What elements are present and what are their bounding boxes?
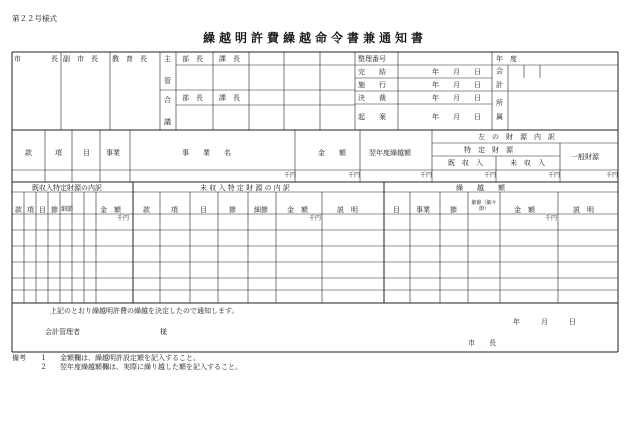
vice-mayor-label: 副 市 長 (63, 55, 98, 63)
note-1-text: 金額欄は、繰越明許設定額を記入すること。 (60, 354, 200, 362)
left-col-kingaku: 金 額 (100, 206, 121, 214)
right-col-moku: 目 (393, 206, 400, 214)
mid-unit: 千円 (309, 215, 322, 222)
right-col-setsu: 節 (450, 206, 457, 214)
zaigen-title: 左 の 財 源 内 訳 (478, 133, 555, 141)
col-kingaku: 金 額 (318, 149, 346, 157)
mid-col-ko: 項 (171, 206, 178, 214)
note-1-num: １ (40, 354, 47, 362)
unit-yokunendo: 千円 (420, 172, 433, 179)
right-col-kingaku: 金 額 (514, 206, 535, 214)
kurikoshi-label: 繰 越 額 (456, 184, 505, 192)
mayor-label: 市 (14, 55, 21, 63)
aigi-char-2: 議 (164, 118, 171, 126)
shukan-char-2: 管 (164, 77, 171, 85)
kacho-label-2: 課 長 (219, 94, 240, 102)
kishu-label: 既 収 入 (448, 159, 483, 167)
shiko-date: 年 月 日 (432, 81, 481, 89)
page-title: 繰越明許費繰越命令書兼通知書 (202, 31, 427, 45)
mayor-signature-label: 市 長 (468, 339, 496, 347)
mid-col-setsu: 節 (229, 206, 236, 214)
shozoku-char-1: 所 (496, 99, 503, 107)
col-ko: 項 (55, 149, 62, 157)
col-moku: 目 (83, 149, 90, 157)
kacho-label-1: 課 長 (219, 55, 240, 63)
kishu-naiyaku-label: 既収入特定財源の内訳 (32, 184, 102, 192)
kanketsu-label: 完 結 (358, 68, 386, 76)
kaikei-char-2: 計 (496, 81, 503, 89)
left-unit: 千円 (117, 215, 130, 222)
unit-mishu: 千円 (548, 172, 561, 179)
mishu-naiyaku-label: 未 収 入 特 定 財 源 の 内 訳 (200, 184, 291, 192)
right-col-saisetsu: 細節（細々節） (471, 200, 497, 212)
kessai-date: 年 月 日 (432, 94, 481, 102)
left-col-setsu: 節 (51, 206, 58, 214)
left-col-kan: 款 (15, 206, 22, 214)
notice-date: 年 月 日 (513, 318, 576, 326)
ippan-zaigen: 一般財源 (571, 153, 599, 161)
col-yokunendo: 翌年度繰越額 (369, 149, 411, 157)
bucho-label-2: 部 長 (182, 94, 203, 102)
mid-col-moku: 目 (200, 206, 207, 214)
left-col-saisetsu: 細節 (61, 206, 74, 213)
shozoku-char-2: 属 (496, 113, 503, 121)
notice-statement: 上記のとおり繰越明許費の繰越を決定したので通知します。 (50, 307, 239, 315)
sama-label: 様 (160, 328, 167, 336)
left-col-ko: 項 (27, 206, 34, 214)
mayor-chief-label: 長 (51, 55, 58, 63)
tokutei-zaigen: 特 定 財 源 (464, 146, 513, 154)
mishu-label: 未 収 入 (510, 159, 545, 167)
mid-col-kan: 款 (143, 206, 150, 214)
unit-ippan: 千円 (606, 172, 619, 179)
kian-label: 起 案 (358, 113, 386, 121)
accountant-label: 会計管理者 (45, 328, 80, 336)
aigi-char-1: 合 (164, 96, 171, 104)
kanketsu-date: 年 月 日 (432, 68, 481, 76)
bucho-label-1: 部 長 (182, 55, 203, 63)
left-col-moku: 目 (39, 206, 46, 214)
unit-jigyomei-right: 千円 (348, 172, 361, 179)
mid-col-setsumei: 説 明 (337, 206, 358, 214)
right-col-setsumei: 説 明 (573, 206, 594, 214)
nendo-label: 年 度 (496, 55, 517, 63)
note-2-text: 翌年度繰越額欄は、実際に繰り越した額を記入すること。 (60, 363, 242, 371)
form-number: 第２２号様式 (12, 14, 57, 23)
col-jigyo: 事業 (106, 149, 120, 157)
seiri-bango-label: 整理番号 (358, 55, 386, 63)
unit-kingaku: 千円 (284, 172, 297, 179)
unit-kishu: 千円 (484, 172, 497, 179)
col-kan: 款 (25, 149, 32, 157)
edu-chief-label: 教 育 長 (112, 55, 147, 63)
col-jigyomei: 事 業 名 (182, 149, 231, 157)
kessai-label: 決 裁 (358, 94, 386, 102)
right-unit: 千円 (545, 215, 558, 222)
kian-date: 年 月 日 (432, 113, 481, 121)
kaikei-char-1: 会 (496, 67, 503, 75)
note-2-num: ２ (40, 363, 47, 371)
mid-col-saisetsu: 細節 (254, 206, 268, 214)
mid-col-kingaku: 金 額 (287, 206, 308, 214)
shiko-label: 施 行 (358, 81, 386, 89)
shukan-char-1: 主 (164, 55, 171, 63)
right-col-jigyo: 事業 (416, 206, 430, 214)
notes-label: 備考 (12, 354, 26, 362)
